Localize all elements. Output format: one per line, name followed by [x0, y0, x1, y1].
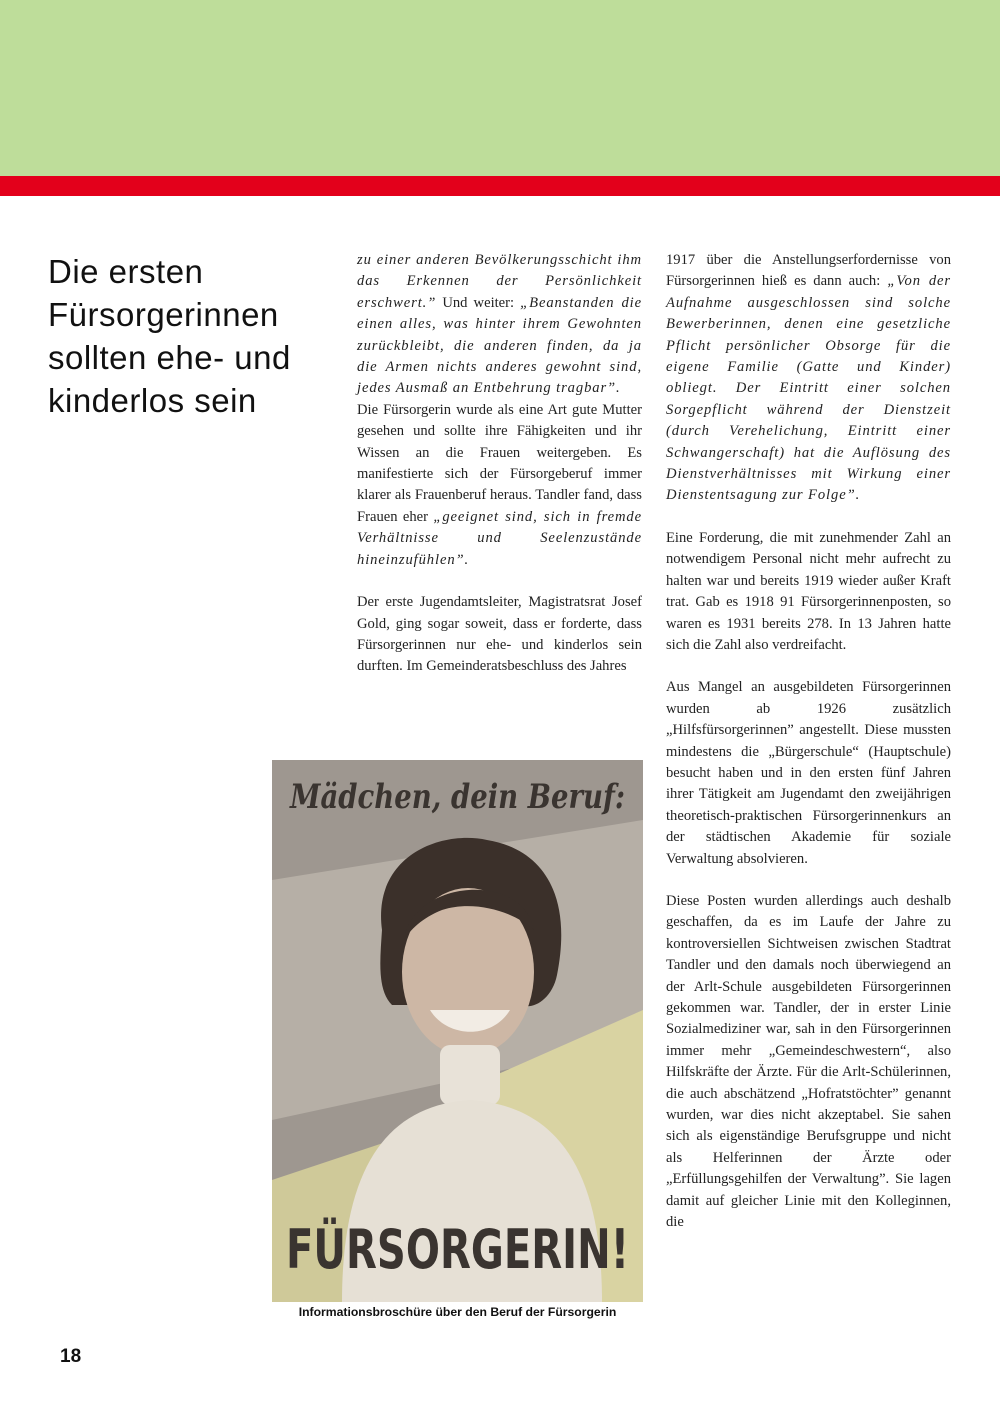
- headline-line: Die ersten: [48, 253, 204, 290]
- headline-line: Fürsorgerinnen: [48, 296, 279, 333]
- top-color-band: [0, 0, 1000, 176]
- quote: „geeignet sind, sich in fremde Verhältnisse und Seelenzustände hineinzufühlen”.: [357, 508, 643, 568]
- text-column-middle: [357, 250, 642, 678]
- paragraph: [357, 400, 642, 571]
- headline-line: kinderlos sein: [48, 382, 257, 419]
- quote: „Von der Aufnahme ausgeschlossen sind solche Bewerberinnen, denen eine gesetzliche Pflicht persönlicher Obsorge für die eigene Familie (Gatte und Kinder) obliegt. Der Eintritt einer solchen Sorgepflicht während der Dienstzeit (durch Verehelichung, Eintritt einer Schwangerschaft) hat die Auflösung des Dienstverhältnisses mit Wirkung einer Dienstentsagung zur Folge”.: [666, 273, 952, 504]
- red-accent-band: [0, 176, 1000, 196]
- page-number: 18: [60, 1346, 82, 1367]
- image-caption: Informationsbroschüre über den Beruf der Fürsorgerin: [298, 1305, 617, 1319]
- paragraph-text: Und weiter:: [436, 294, 521, 311]
- paragraph: [357, 250, 642, 400]
- headline: [48, 250, 318, 422]
- paragraph: Diese Posten wurden allerdings auch deshalb geschaffen, da es im Laufe der Jahre zu kontroversiellen Sichtweisen zwischen Stadtrat Tandler und den damals noch überwiegend an der Arlt-Schule ausgebildeten Fürsorgerinnen gekommen war. Tandler, der in erster Linie Sozialmediziner war, sah in den Fürsorgerinnen immer mehr „Gemeindeschwestern“, also Hilfskräfte der Ärzte. Für die Arlt-Schülerinnen, die auch abschätzend „Hofratstöchter” genannt wurden, war dies nicht akzeptabel. Sie sahen sich als eigenständige Berufsgruppe und nicht als Helferinnen der Ärzte oder „Erfüllungsgehilfen der Verwaltung”. Sie lagen damit auf gleicher Linie mit den Kolleginnen, die: [666, 892, 951, 1231]
- paragraph: Aus Mangel an ausgebildeten Fürsorgerinnen wurden ab 1926 zusätzlich „Hilfsfürsorgerinnen” angestellt. Diese mussten mindestens die „Bürgerschule“ (Hauptschule) besucht haben und in den ersten fünf Jahren ihrer Tätigkeit am Jugendamt den zweijährigen theoretisch-praktischen Fürsorgerinnenkurs an der städtischen Akademie für soziale Verwaltung absolvieren.: [666, 679, 951, 867]
- paragraph: Eine Forderung, die mit zunehmender Zahl an notwendigem Personal nicht mehr aufrecht zu halten war und bereits 1919 wieder außer Kraft trat. Gab es 1918 91 Fürsorgerinnenposten, so waren es 1931 bereits 278. In 13 Jahren hatte sich die Zahl also verdreifacht.: [666, 529, 951, 653]
- poster-title: FÜRSORGERIN!: [286, 1218, 629, 1281]
- quote: „Beanstanden die einen alles, was hinter ihrem Gewohnten zurückbleibt, die anderen finden, da ja die Armen nichts anderes gewohnt sind, jedes Ausmaß an Entbehrung tragbar”.: [357, 294, 642, 397]
- paragraph-text: Die Fürsorgerin wurde als eine Art gute Mutter gesehen und sollte ihre Fähigkeiten und ihr Wissen an die Frauen weitergeben. Es manifestierte sich der Fürsorgeberuf immer klarer als Frauenberuf heraus. Tandler fand, dass Frauen eher: [357, 401, 642, 525]
- headline-line: sollten ehe- und: [48, 339, 291, 376]
- quote: zu einer anderen Bevölkerungsschicht ihm das Erkennen der Persönlichkeit erschwert.”: [357, 252, 642, 311]
- paragraph-text: 1917 über die Anstellungserfordernisse von Fürsorgerinnen hieß es dann auch:: [666, 252, 951, 290]
- paragraph: Der erste Jugendamtsleiter, Magistratsrat Josef Gold, ging sogar soweit, dass er forderte, dass Fürsorgerinnen nur ehe- und kinderlos sein durften. Im Gemeinderatsbeschluss des Jahres: [357, 594, 642, 675]
- poster-slogan: Mädchen, dein Beruf:: [289, 777, 625, 817]
- paragraph: [666, 250, 951, 507]
- poster-image: [272, 760, 643, 1302]
- text-column-right: [666, 250, 951, 1233]
